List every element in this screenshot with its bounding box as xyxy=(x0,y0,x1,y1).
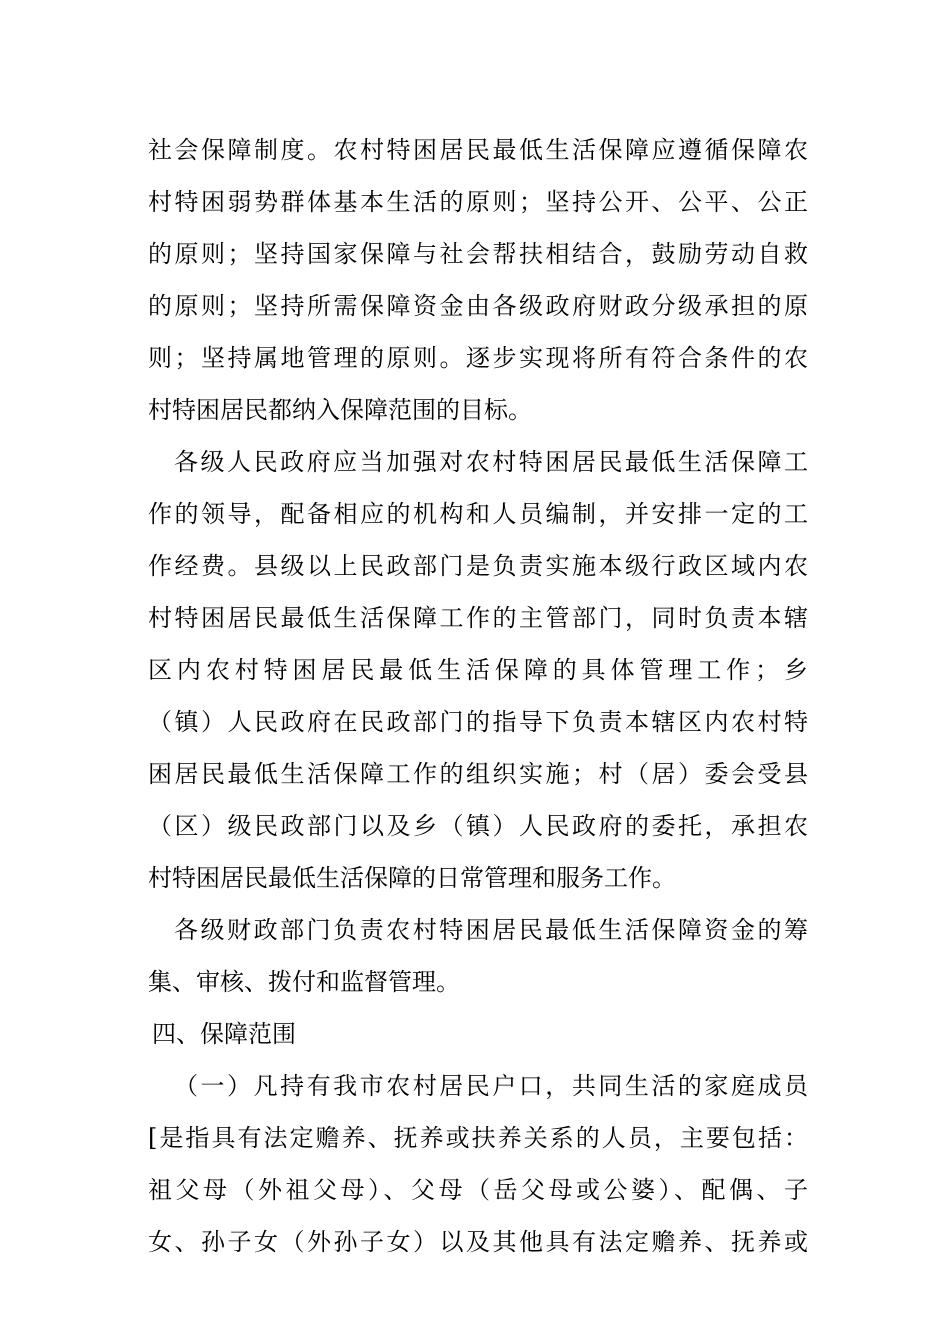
text-line: 的原则；坚持所需保障资金由各级政府财政分级承担的原 xyxy=(148,292,808,320)
text-line: 集、审核、拨付和监督管理。 xyxy=(148,968,460,996)
text-line: 困居民最低生活保障工作的组织实施；村（居）委会受县 xyxy=(148,760,808,788)
text-line: [是指具有法定赡养、抚养或扶养关系的人员，主要包括： xyxy=(148,1124,808,1152)
text-line: 作经费。县级以上民政部门是负责实施本级行政区域内农 xyxy=(148,552,808,580)
text-line: 则；坚持属地管理的原则。逐步实现将所有符合条件的农 xyxy=(148,344,808,372)
text-line: 村特困居民都纳入保障范围的目标。 xyxy=(148,396,532,424)
text-line: （镇）人民政府在民政部门的指导下负责本辖区内农村特 xyxy=(148,708,808,736)
text-line: 区内农村特困居民最低生活保障的具体管理工作；乡 xyxy=(148,656,808,684)
section-heading: 四、保障范围 xyxy=(152,1020,296,1048)
text-line: 作的领导，配备相应的机构和人员编制，并安排一定的工 xyxy=(148,500,808,528)
text-line: 祖父母（外祖父母）、父母（岳父母或公婆）、配偶、子 xyxy=(148,1176,808,1204)
paragraph-first-line: 各级财政部门负责农村特困居民最低生活保障资金的筹 xyxy=(174,916,808,944)
text-line: 社会保障制度。农村特困居民最低生活保障应遵循保障农 xyxy=(148,136,808,164)
text-line: 村特困居民最低生活保障工作的主管部门，同时负责本辖 xyxy=(148,604,808,632)
text-line: 村特困弱势群体基本生活的原则；坚持公开、公平、公正 xyxy=(148,188,808,216)
text-line: 村特困居民最低生活保障的日常管理和服务工作。 xyxy=(148,864,676,892)
text-line: （区）级民政部门以及乡（镇）人民政府的委托，承担农 xyxy=(148,812,808,840)
paragraph-first-line: （一）凡持有我市农村居民户口，共同生活的家庭成员 xyxy=(174,1072,808,1100)
document-body xyxy=(148,124,808,1268)
paragraph-first-line: 各级人民政府应当加强对农村特困居民最低生活保障工 xyxy=(174,448,808,476)
text-line: 的原则；坚持国家保障与社会帮扶相结合，鼓励劳动自救 xyxy=(148,240,808,268)
text-line: 女、孙子女（外孙子女）以及其他具有法定赡养、抚养或 xyxy=(148,1228,808,1256)
